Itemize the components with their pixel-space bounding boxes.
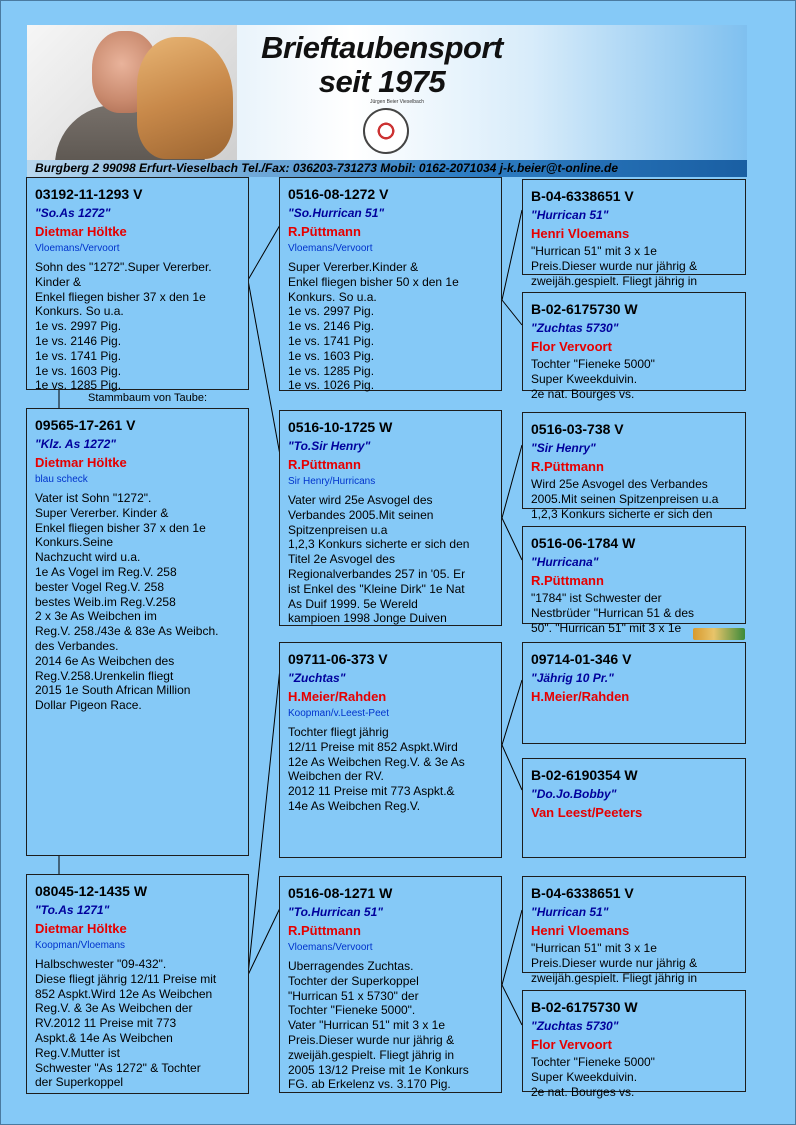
card-father bbox=[26, 177, 249, 393]
description: Tochter "Fieneke 5000" Super Kweekduivin. 2e nat. Bourges vs. bbox=[531, 357, 655, 401]
contact-bar: Burgberg 2 99098 Erfurt-Vieselbach Tel./Fax: 036203-731273 Mobil: 0162-2071034 j-k.beier@t-online.de bbox=[27, 160, 747, 177]
ring-number: B-02-6175730 W bbox=[531, 301, 638, 317]
pigeon-name: "Sir Henry" bbox=[531, 441, 596, 455]
pigeon-name: "So.Hurrican 51" bbox=[288, 206, 385, 220]
breeder-name: H.Meier/Rahden bbox=[288, 689, 387, 704]
card-paternal-grandmother bbox=[279, 410, 502, 626]
pigeon-name: "To.Sir Henry" bbox=[288, 439, 371, 453]
breeder-name: R.Püttmann bbox=[288, 457, 361, 472]
ring-number: 03192-11-1293 V bbox=[35, 186, 143, 202]
pigeon-name: "Jährig 10 Pr." bbox=[531, 671, 614, 685]
bloodline: Vloemans/Vervoort bbox=[288, 942, 373, 953]
description: Uberragendes Zuchtas. Tochter der Superkoppel "Hurrican 51 x 5730" der Tochter "Fieneke 5000". Vater "Hurrican 51" mit 3 x 1e Preis.Dieser wurde nur jährig & zweijäh.gespielt. Fliegt jährig in 2005 13/12 Preise mit 1e Konkurs FG. ab Erkelenz vs. 3.170 Pig. bbox=[288, 959, 469, 1092]
eagle-sculpture-image bbox=[137, 37, 233, 159]
bloodline: blau scheck bbox=[35, 474, 88, 485]
breeder-name: Flor Vervoort bbox=[531, 1037, 612, 1052]
card-mother bbox=[26, 874, 249, 1094]
pigeon-name: "To.Hurrican 51" bbox=[288, 905, 383, 919]
ring-number: 0516-03-738 V bbox=[531, 421, 624, 437]
pigeon-name: "Zuchtas 5730" bbox=[531, 321, 619, 335]
bloodline: Vloemans/Vervoort bbox=[288, 243, 373, 254]
logo-subtext: Jürgen Beier Vieselbach bbox=[369, 99, 425, 105]
description: Vater wird 25e Asvogel des Verbandes 2005.Mit seinen Spitzenpreisen u.a 1,2,3 Konkurs sicherte er sich den Titel 2e Asvogel des Regionalverbandes 257 in '05. Er ist Enkel des "Kleine Dirk" 1e Nat As Duif 1999. 5e Wereld kampioen 1998 Jonge Duiven bbox=[288, 493, 470, 626]
pigeon-name: "Hurrican 51" bbox=[531, 208, 609, 222]
description: Wird 25e Asvogel des Verbandes 2005.Mit seinen Spitzenpreisen u.a 1,2,3 Konkurs sicherte er sich den bbox=[531, 477, 719, 521]
pigeon-name: "Hurrican 51" bbox=[531, 905, 609, 919]
card-ggp-fmf bbox=[522, 412, 746, 521]
pigeon-name: "Zuchtas" bbox=[288, 671, 346, 685]
card-ggp-mff bbox=[522, 642, 746, 744]
card-ggp-ffm bbox=[522, 292, 746, 401]
breeder-name: Henri Vloemans bbox=[531, 226, 630, 241]
breeder-name: Dietmar Höltke bbox=[35, 921, 127, 936]
pigeon-name: "Hurricana" bbox=[531, 555, 599, 569]
banner-title bbox=[242, 31, 522, 99]
bloodline: Koopman/v.Leest-Peet bbox=[288, 708, 389, 719]
breeder-name: R.Püttmann bbox=[288, 224, 361, 239]
pigeon-name: "So.As 1272" bbox=[35, 206, 111, 220]
description: Halbschwester "09-432". Diese fliegt jährig 12/11 Preise mit 852 Aspkt.Wird 12e As Weibchen Reg.V. & 3e As Weibchen der RV.2012 11 Preise mit 773 Aspkt.& 14e As Weibchen Reg.V.Mutter ist Schwester "As 1272" & Tochter der Superkoppel bbox=[35, 957, 217, 1090]
bloodline: Koopman/Vloemans bbox=[35, 940, 126, 951]
club-logo-icon bbox=[363, 108, 409, 154]
breeder-name: Henri Vloemans bbox=[531, 923, 630, 938]
description: "Hurrican 51" mit 3 x 1e Preis.Dieser wurde nur jährig & zweijäh.gespielt. Fliegt jährig in bbox=[531, 941, 698, 985]
breeder-name: R.Püttmann bbox=[288, 923, 361, 938]
banner-title-line2: seit 1975 bbox=[318, 64, 446, 99]
description: "Hurrican 51" mit 3 x 1e Preis.Dieser wurde nur jährig & zweijäh.gespielt. Fliegt jährig in bbox=[531, 244, 698, 288]
ring-number: B-04-6338651 V bbox=[531, 885, 634, 901]
small-logo-icon bbox=[693, 628, 745, 640]
bloodline: Vloemans/Vervoort bbox=[35, 243, 120, 254]
ring-number: B-02-6175730 W bbox=[531, 999, 638, 1015]
ring-number: 09565-17-261 V bbox=[35, 417, 136, 433]
banner-title-line1: Brieftaubensport bbox=[261, 30, 503, 65]
ring-number: 0516-08-1271 W bbox=[288, 885, 393, 901]
card-maternal-grandfather bbox=[279, 642, 502, 858]
card-ggp-fmm bbox=[522, 526, 746, 635]
pigeon-name: "Klz. As 1272" bbox=[35, 437, 116, 451]
header-banner bbox=[27, 25, 747, 177]
description: Tochter fliegt jährig 12/11 Preise mit 852 Aspkt.Wird 12e As Weibchen Reg.V. & 3e As Weibchen der RV. 2012 11 Preise mit 773 Aspkt.& 14e As Weibchen Reg.V. bbox=[288, 725, 465, 813]
card-maternal-grandmother bbox=[279, 876, 502, 1093]
pigeon-name: "Do.Jo.Bobby" bbox=[531, 787, 617, 801]
description: Sohn des "1272".Super Vererber. Kinder & Enkel fliegen bisher 37 x den 1e Konkurs. So u.a. 1e vs. 2997 Pig. 1e vs. 2146 Pig. 1e vs. 1741 Pig. 1e vs. 1603 Pig. 1e vs. 1285 Pig. bbox=[35, 260, 212, 393]
breeder-name: Flor Vervoort bbox=[531, 339, 612, 354]
card-ggp-fff bbox=[522, 179, 746, 288]
breeder-name: Van Leest/Peeters bbox=[531, 805, 643, 820]
ring-number: 0516-06-1784 W bbox=[531, 535, 636, 551]
ring-number: B-04-6338651 V bbox=[531, 188, 634, 204]
breeder-name: Dietmar Höltke bbox=[35, 455, 127, 470]
card-subject bbox=[26, 408, 249, 856]
breeder-name: R.Püttmann bbox=[531, 459, 604, 474]
ring-number: 0516-08-1272 V bbox=[288, 186, 389, 202]
breeder-name: H.Meier/Rahden bbox=[531, 689, 630, 704]
breeder-name: R.Püttmann bbox=[531, 573, 604, 588]
description: Super Vererber.Kinder & Enkel fliegen bisher 50 x den 1e Konkurs. So u.a. 1e vs. 2997 Pig. 1e vs. 2146 Pig. 1e vs. 1741 Pig. 1e vs. 1603 Pig. 1e vs. 1285 Pig. 1e vs. 1026 Pig. bbox=[288, 260, 459, 393]
card-ggp-mfm bbox=[522, 758, 746, 858]
description: Tochter "Fieneke 5000" Super Kweekduivin. 2e nat. Bourges vs. bbox=[531, 1055, 655, 1099]
ring-number: 09714-01-346 V bbox=[531, 651, 632, 667]
card-ggp-mmm bbox=[522, 990, 746, 1099]
description: "1784" ist Schwester der Nestbrüder "Hurrican 51 & des 50". "Hurrican 51" mit 3 x 1e bbox=[531, 591, 695, 635]
header-photo bbox=[27, 25, 237, 160]
breeder-name: Dietmar Höltke bbox=[35, 224, 127, 239]
pigeon-name: "To.As 1271" bbox=[35, 903, 110, 917]
stammbaum-label: Stammbaum von Taube: bbox=[88, 392, 208, 404]
bloodline: Sir Henry/Hurricans bbox=[288, 476, 376, 487]
ring-number: 09711-06-373 V bbox=[288, 651, 388, 667]
ring-number: B-02-6190354 W bbox=[531, 767, 638, 783]
pigeon-name: "Zuchtas 5730" bbox=[531, 1019, 619, 1033]
ring-number: 0516-10-1725 W bbox=[288, 419, 393, 435]
description: Vater ist Sohn "1272". Super Vererber. Kinder & Enkel fliegen bisher 37 x den 1e Konkurs.Seine Nachzucht wird u.a. 1e As Vogel im Reg.V. 258 bester Vogel Reg.V. 258 bestes Weib.im Reg.V.258 2 x 3e As Weibchen im Reg.V. 258./43e & 83e As Weibch. des Verbandes. 2014 6e As Weibchen des Reg.V.258.Urenkelin fliegt 2015 1e South African Million Dollar Pigeon Race. bbox=[35, 491, 219, 713]
ring-number: 08045-12-1435 W bbox=[35, 883, 148, 899]
card-paternal-grandfather bbox=[279, 177, 502, 391]
card-ggp-mmf bbox=[522, 876, 746, 985]
